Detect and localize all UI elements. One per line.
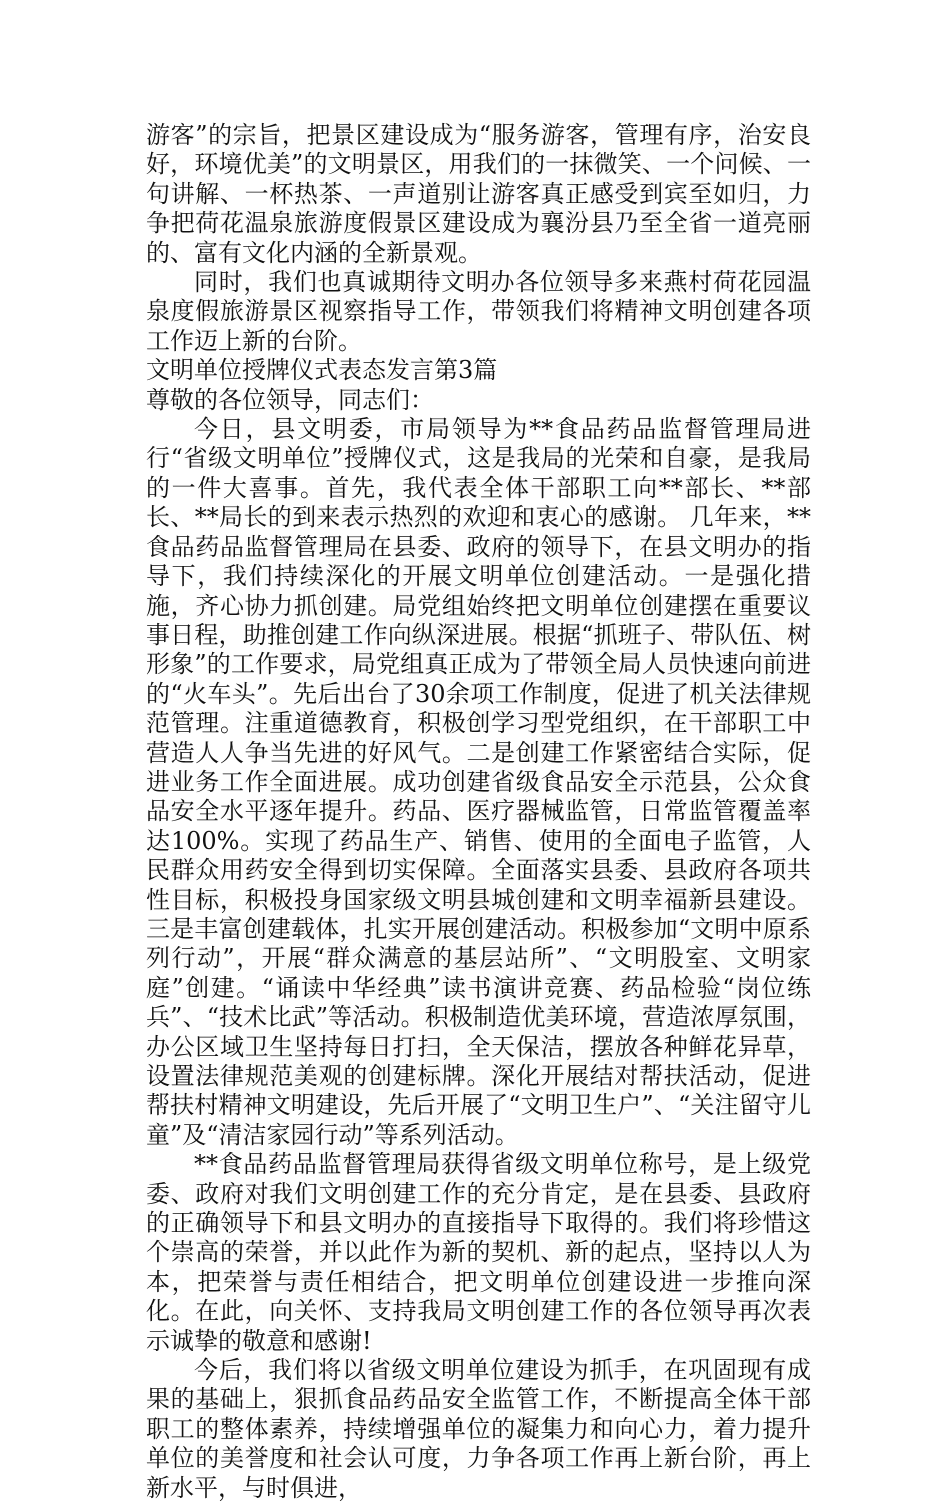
greeting-line: 尊敬的各位领导，同志们： xyxy=(146,385,434,414)
paragraph-future: 今后，我们将以省级文明单位建设为抓手，在巩固现有成果的基础上，狠抓食品药品安全监管工作，不断提高全体干部职工的整体素养，持续增强单位的凝集力和向心力，着力提升单位的美誉度和社会认可度，力争各项工作再上新台阶，再上新水平，与时俱进， xyxy=(146,1356,811,1502)
paragraph-speech-body: 今日，县文明委，市局领导为**食品药品监督管理局进行“省级文明单位”授牌仪式，这是我局的光荣和自豪，是我局的一件大喜事。首先，我代表全体干部职工向**部长、**部长、**局长的到来表示热烈的欢迎和衷心的感谢。 几年来，**食品药品监督管理局在县委、政府的领导下，在县文明办的指导下，我们持续深化的开展文明单位创建活动。一是强化措施，齐心协力抓创建。局党组始终把文明单位创建摆在重要议事日程，助推创建工作向纵深进展。根据“抓班子、带队伍、树形象”的工作要求，局党组真正成为了带领全局人员快速向前进的“火车头”。先后出台了30余项工作制度，促进了机关法律规范管理。注重道德教育，积极创学习型党组织，在干部职工中营造人人争当先进的好风气。二是创建工作紧密结合实际，促进业务工作全面进展。成功创建省级食品安全示范县，公众食品安全水平逐年提升。药品、医疗器械监管，日常监管覆盖率达100%。实现了药品生产、销售、使用的全面电子监管，人民群众用药安全得到切实保障。全面落实县委、县政府各项共性目标，积极投身国家级文明县城创建和文明幸福新县建设。三是丰富创建载体，扎实开展创建活动。积极参加“文明中原系列行动”，开展“群众满意的基层站所”、“文明股室、文明家庭”创建。“诵读中华经典”读书演讲竞赛、药品检验“岗位练兵”、“技术比武”等活动。积极制造优美环境，营造浓厚氛围，办公区域卫生坚持每日打扫，全天保洁，摆放各种鲜花异草，设置法律规范美观的创建标牌。深化开展结对帮扶活动，促进帮扶村精神文明建设，先后开展了“文明卫生户”、“关注留守儿童”及“清洁家园行动”等系列活动。 xyxy=(146,415,811,1149)
paragraph-invitation: 同时，我们也真诚期待文明办各位领导多来燕村荷花园温泉度假旅游景区视察指导工作，带领我们将精神文明创建各项工作迈上新的台阶。 xyxy=(146,268,811,355)
document-page xyxy=(146,121,811,1503)
paragraph-intro-continuation: 游客”的宗旨，把景区建设成为“服务游客，管理有序，治安良好，环境优美”的文明景区，用我们的一抹微笑、一个问候、一句讲解、一杯热茶、一声道别让游客真正感受到宾至如归，力争把荷花温泉旅游度假景区建设成为襄汾县乃至全省一道亮丽的、富有文化内涵的全新景观。 xyxy=(146,121,811,267)
paragraph-honor: **食品药品监督管理局获得省级文明单位称号，是上级党委、政府对我们文明创建工作的充分肯定，是在县委、县政府的正确领导下和县文明办的直接指导下取得的。我们将珍惜这个崇高的荣誉，并以此作为新的契机、新的起点，坚持以人为本，把荣誉与责任相结合，把文明单位创建设进一步推向深化。在此，向关怀、支持我局文明创建工作的各位领导再次表示诚挚的敬意和感谢! xyxy=(146,1150,811,1355)
section-heading: 文明单位授牌仪式表态发言第3篇 xyxy=(146,356,498,385)
